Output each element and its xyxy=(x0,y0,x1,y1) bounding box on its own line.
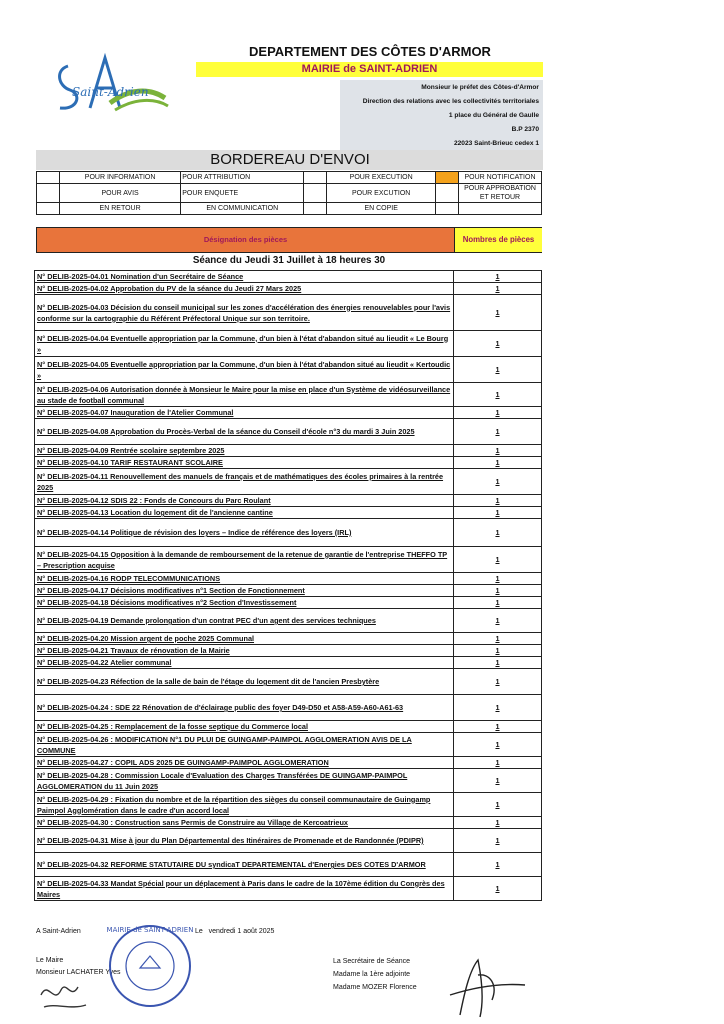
table-row xyxy=(35,817,542,829)
row-designation: N° DELIB-2025-04.03 Décision du conseil municipal sur les zones d'accélération des énergies renouvelables pour l'avis conforme sur la cartographie du Référent Préfectoral Unique sur son territoire. xyxy=(35,295,454,331)
row-count: 1 xyxy=(454,383,542,407)
row-count: 1 xyxy=(454,469,542,495)
table-header xyxy=(36,227,542,253)
table-row xyxy=(35,507,542,519)
row-designation: N° DELIB-2025-04.33 Mandat Spécial pour un déplacement à Paris dans le cadre de la 107ème édition du Congrès des Maires xyxy=(35,877,454,901)
checkbox-communication[interactable] xyxy=(304,203,327,215)
row-designation: N° DELIB-2025-04.28 : Commission Locale d'Evaluation des Charges Transférées DE GUINGAMP-PAIMPOL AGGLOMERATION du 11 Juin 2025 xyxy=(35,769,454,793)
option-notification: POUR NOTIFICATION xyxy=(459,172,542,184)
row-count: 1 xyxy=(454,695,542,721)
maire-signature xyxy=(36,975,111,1015)
row-designation: N° DELIB-2025-04.16 RODP TELECOMMUNICATIONS xyxy=(35,573,454,585)
table-row xyxy=(35,853,542,877)
row-count: 1 xyxy=(454,457,542,469)
table-row xyxy=(35,383,542,407)
option-copie: EN COPIE xyxy=(327,203,436,215)
table-row xyxy=(35,271,542,283)
table-row xyxy=(35,469,542,495)
row-designation: N° DELIB-2025-04.25 : Remplacement de la fosse septique du Commerce local xyxy=(35,721,454,733)
signature-date: vendredi 1 août 2025 xyxy=(208,928,275,935)
row-count: 1 xyxy=(454,585,542,597)
secretaire-role: Madame la 1ère adjointe xyxy=(333,971,411,978)
header-designation: Désignation des pièces xyxy=(37,228,454,252)
table-row xyxy=(35,585,542,597)
option-empty xyxy=(459,203,542,215)
table-row xyxy=(35,669,542,695)
option-excution: POUR EXCUTION xyxy=(327,184,436,203)
row-designation: N° DELIB-2025-04.13 Location du logement dit de l'ancienne cantine xyxy=(35,507,454,519)
row-count: 1 xyxy=(454,657,542,669)
option-communication: EN COMMUNICATION xyxy=(181,203,304,215)
option-avis: POUR AVIS xyxy=(60,184,181,203)
address-line: 22023 Saint-Brieuc cedex 1 xyxy=(453,140,539,147)
table-row xyxy=(35,633,542,645)
row-count: 1 xyxy=(454,295,542,331)
row-count: 1 xyxy=(454,271,542,283)
date-prefix: Le xyxy=(195,928,203,935)
secretaire-name: Madame MOZER Florence xyxy=(333,984,417,991)
row-count: 1 xyxy=(454,793,542,817)
row-designation: N° DELIB-2025-04.04 Eventuelle appropriation par la Commune, d'un bien à l'état d'abandon situé au lieudit « Le Bourg » xyxy=(35,331,454,357)
table-row xyxy=(35,445,542,457)
row-count: 1 xyxy=(454,633,542,645)
row-designation: N° DELIB-2025-04.26 : MODIFICATION N°1 DU PLUI DE GUINGAMP-PAIMPOL AGGLOMERATION AVIS DE LA COMMUNE xyxy=(35,733,454,757)
row-designation: N° DELIB-2025-04.05 Eventuelle appropriation par la Commune, d'un bien à l'état d'abandon situé au lieudit « Kertoudic » xyxy=(35,357,454,383)
secretaire-title: La Secrétaire de Séance xyxy=(333,958,411,965)
row-designation: N° DELIB-2025-04.27 : COPIL ADS 2025 DE GUINGAMP-PAIMPOL AGGLOMERATION xyxy=(35,757,454,769)
page-title: BORDEREAU D'ENVOI xyxy=(210,151,370,168)
option-information: POUR INFORMATION xyxy=(60,172,181,184)
table-row xyxy=(35,769,542,793)
row-count: 1 xyxy=(454,609,542,633)
table-row xyxy=(35,407,542,419)
option-retour: EN RETOUR xyxy=(60,203,181,215)
checkbox-information[interactable] xyxy=(37,172,60,184)
table-row xyxy=(35,331,542,357)
row-count: 1 xyxy=(454,407,542,419)
table-row xyxy=(35,597,542,609)
row-count: 1 xyxy=(454,547,542,573)
row-count: 1 xyxy=(454,645,542,657)
address-line: 1 place du Général de Gaulle xyxy=(448,112,539,119)
table-row xyxy=(35,457,542,469)
row-count: 1 xyxy=(454,283,542,295)
row-designation: N° DELIB-2025-04.22 Atelier communal xyxy=(35,657,454,669)
table-row xyxy=(35,733,542,757)
secretaire-signature xyxy=(420,955,530,1020)
row-count: 1 xyxy=(454,357,542,383)
row-designation: N° DELIB-2025-04.15 Opposition à la demande de remboursement de la retenue de garantie de l'entreprise THEFFO TP – Prescription acquise xyxy=(35,547,454,573)
maire-title: Le Maire xyxy=(36,957,64,964)
row-designation: N° DELIB-2025-04.31 Mise à jour du Plan Départemental des Itinéraires de Promenade et de Randonnée (PDIPR) xyxy=(35,829,454,853)
row-designation: N° DELIB-2025-04.07 Inauguration de l'Atelier Communal xyxy=(35,407,454,419)
checkbox-avis[interactable] xyxy=(37,184,60,203)
checkbox-notification-checked[interactable] xyxy=(436,172,459,184)
row-designation: N° DELIB-2025-04.01 Nomination d'un Secrétaire de Séance xyxy=(35,271,454,283)
row-count: 1 xyxy=(454,445,542,457)
checkbox-attribution[interactable] xyxy=(304,172,327,184)
table-row xyxy=(35,757,542,769)
option-enquete: POUR ENQUETE xyxy=(181,184,304,203)
seance-title: Séance du Jeudi 31 Juillet à 18 heures 30 xyxy=(192,255,386,266)
row-designation: N° DELIB-2025-04.20 Mission argent de poche 2025 Communal xyxy=(35,633,454,645)
header-nombre: Nombres de pièces xyxy=(454,228,542,252)
table-row xyxy=(35,495,542,507)
table-row xyxy=(35,721,542,733)
row-count: 1 xyxy=(454,877,542,901)
row-designation: N° DELIB-2025-04.29 : Fixation du nombre et de la répartition des sièges du conseil communautaire de Guingamp Paimpol Agglomération dans le cadre d'un accord local xyxy=(35,793,454,817)
checkbox-copie[interactable] xyxy=(436,203,459,215)
row-count: 1 xyxy=(454,721,542,733)
option-approbation: POUR APPROBATION ET RETOUR xyxy=(459,184,542,203)
table-row xyxy=(35,547,542,573)
checkbox-retour[interactable] xyxy=(37,203,60,215)
row-count: 1 xyxy=(454,573,542,585)
row-count: 1 xyxy=(454,757,542,769)
row-designation: N° DELIB-2025-04.24 : SDE 22 Rénovation de d'éclairage public des foyer D49-D50 et A58-A59-A60-A61-63 xyxy=(35,695,454,721)
option-execution: POUR EXECUTION xyxy=(327,172,436,184)
signature-place: A Saint-Adrien xyxy=(36,928,81,935)
row-designation: N° DELIB-2025-04.10 TARIF RESTAURANT SCOLAIRE xyxy=(35,457,454,469)
table-row xyxy=(35,793,542,817)
row-count: 1 xyxy=(454,419,542,445)
row-count: 1 xyxy=(454,495,542,507)
row-designation: N° DELIB-2025-04.32 REFORME STATUTAIRE DU syndicaT DEPARTEMENTAL d'Energies DES COTES D'ARMOR xyxy=(35,853,454,877)
row-designation: N° DELIB-2025-04.14 Politique de révision des loyers – Indice de référence des loyers (IRL) xyxy=(35,519,454,547)
row-count: 1 xyxy=(454,769,542,793)
row-designation: N° DELIB-2025-04.06 Autorisation donnée à Monsieur le Maire pour la mise en place d'un Système de vidéosurveillance au stade de football communal xyxy=(35,383,454,407)
address-line: Monsieur le préfet des Côtes-d'Armor xyxy=(421,84,539,91)
table-row xyxy=(35,657,542,669)
options-grid xyxy=(36,171,542,215)
checkbox-enquete[interactable] xyxy=(304,184,327,203)
row-designation: N° DELIB-2025-04.18 Décisions modificatives n°2 Section d'Investissement xyxy=(35,597,454,609)
logo-text: Saint-Adrien xyxy=(72,85,149,99)
row-designation: N° DELIB-2025-04.21 Travaux de rénovation de la Mairie xyxy=(35,645,454,657)
table-row xyxy=(35,829,542,853)
row-count: 1 xyxy=(454,829,542,853)
row-count: 1 xyxy=(454,597,542,609)
table-row xyxy=(35,519,542,547)
table-row xyxy=(35,419,542,445)
row-designation: N° DELIB-2025-04.02 Approbation du PV de la séance du Jeudi 27 Mars 2025 xyxy=(35,283,454,295)
deliberations-table xyxy=(34,270,542,901)
signature-date-line xyxy=(195,928,274,935)
checkbox-approbation[interactable] xyxy=(436,184,459,203)
row-designation: N° DELIB-2025-04.19 Demande prolongation d'un contrat PEC d'un agent des services techniques xyxy=(35,609,454,633)
table-row xyxy=(35,357,542,383)
stamp-text: MAIRIE de SAINT-ADRIEN xyxy=(106,926,194,934)
saint-adrien-logo xyxy=(50,48,185,128)
row-designation: N° DELIB-2025-04.11 Renouvellement des manuels de français et de mathématiques des écoles primaires à la rentrée 2025 xyxy=(35,469,454,495)
row-designation: N° DELIB-2025-04.17 Décisions modificatives n°1 Section de Fonctionnement xyxy=(35,585,454,597)
table-row xyxy=(35,573,542,585)
table-row xyxy=(35,283,542,295)
table-row xyxy=(35,645,542,657)
mairie-stamp xyxy=(105,918,195,1013)
mairie-name: MAIRIE de SAINT-ADRIEN xyxy=(196,62,543,77)
row-designation: N° DELIB-2025-04.12 SDIS 22 : Fonds de Concours du Parc Roulant xyxy=(35,495,454,507)
address-line: Direction des relations avec les collectivités territoriales xyxy=(362,98,539,105)
row-designation: N° DELIB-2025-04.09 Rentrée scolaire septembre 2025 xyxy=(35,445,454,457)
row-designation: N° DELIB-2025-04.08 Approbation du Procès-Verbal de la séance du Conseil d'école n°3 du mardi 3 Juin 2025 xyxy=(35,419,454,445)
row-count: 1 xyxy=(454,331,542,357)
address-line: B.P 2370 xyxy=(511,126,539,133)
table-row xyxy=(35,609,542,633)
row-count: 1 xyxy=(454,507,542,519)
maire-name: Monsieur LACHATER Yves xyxy=(36,969,121,976)
option-attribution: POUR ATTRIBUTION xyxy=(181,172,304,184)
table-row xyxy=(35,877,542,901)
row-designation: N° DELIB-2025-04.30 : Construction sans Permis de Construire au Village de Kercoatrieux xyxy=(35,817,454,829)
department-title: DEPARTEMENT DES CÔTES D'ARMOR xyxy=(249,44,491,59)
row-count: 1 xyxy=(454,669,542,695)
row-count: 1 xyxy=(454,853,542,877)
row-count: 1 xyxy=(454,733,542,757)
table-row xyxy=(35,295,542,331)
row-designation: N° DELIB-2025-04.23 Réfection de la salle de bain de l'étage du logement dit de l'ancien Presbytère xyxy=(35,669,454,695)
row-count: 1 xyxy=(454,519,542,547)
table-row xyxy=(35,695,542,721)
row-count: 1 xyxy=(454,817,542,829)
recipient-address xyxy=(340,80,543,152)
